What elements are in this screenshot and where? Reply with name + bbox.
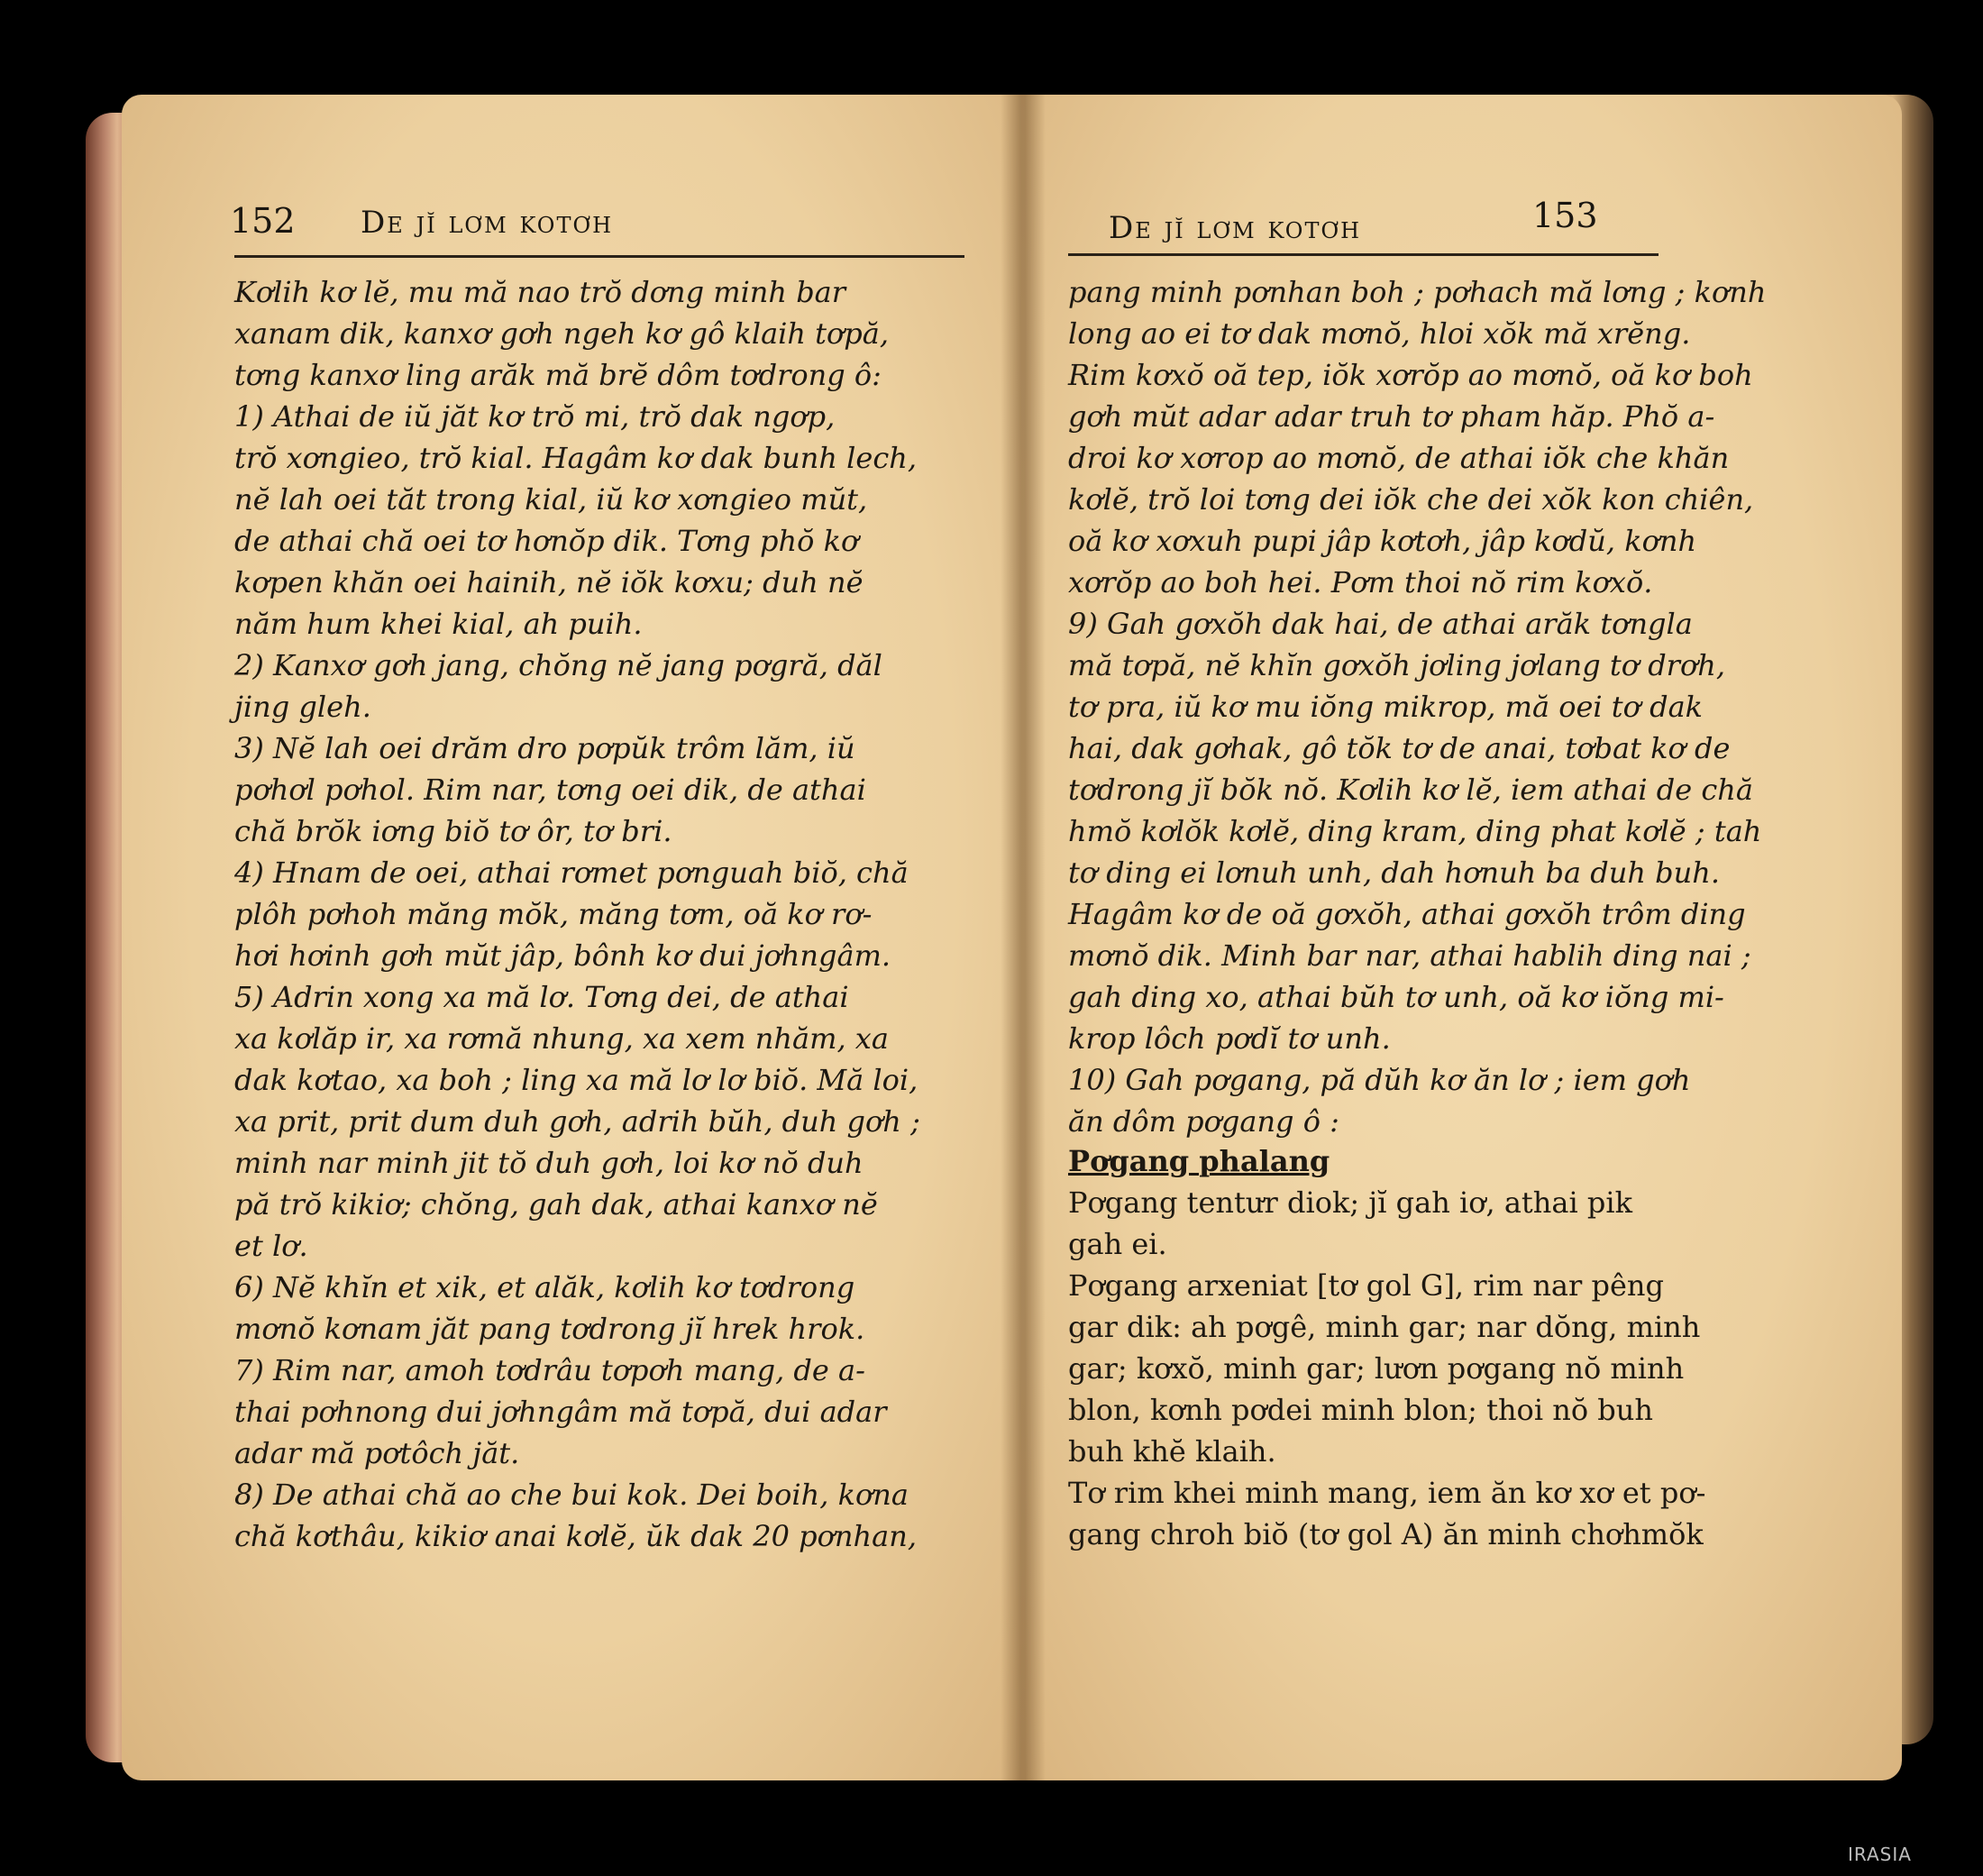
- text-line: Pơgang arxeniat [tơ gol G], rim nar pêng: [1068, 1268, 1664, 1303]
- page-number: 152: [230, 201, 296, 241]
- text-line: ăn dôm pơgang ô :: [1068, 1104, 1339, 1139]
- text-line: thai pơhnong dui jơhngâm mă tơpă, dui adar: [234, 1395, 887, 1429]
- text-line: Pơgang tentưr diok; jĭ gah iơ, athai pik: [1068, 1185, 1632, 1220]
- text-line: tơdrong jĭ bŏk nŏ. Kơlih kơ lĕ, iem athai de chă: [1068, 773, 1753, 807]
- text-line: hmŏ kơlŏk kơlĕ, ding kram, ding phat kơlĕ ; tah: [1068, 814, 1762, 848]
- text-line: kơpen khăn oei hainih, nĕ iŏk kơxu; duh nĕ: [234, 565, 864, 599]
- text-line: dak kơtao, xa boh ; ling xa mă lơ lơ biŏ. Mă loi,: [234, 1063, 918, 1097]
- text-line: pơhơl pơhol. Rim nar, tơng oei dik, de athai: [234, 773, 866, 807]
- text-line: buh khĕ klaih.: [1068, 1434, 1276, 1469]
- page-number: 153: [1532, 196, 1598, 235]
- text-line: trŏ xơngieo, trŏ kial. Hagâm kơ dak bunh lech,: [234, 441, 918, 475]
- text-line: gar; kơxŏ, minh gar; lươn pơgang nŏ minh: [1068, 1351, 1685, 1386]
- text-line: pă trŏ kikiơ; chŏng, gah dak, athai kanxơ nĕ: [234, 1187, 878, 1222]
- text-line: gơh mŭt adar adar truh tơ pham hăp. Phŏ a-: [1068, 399, 1715, 434]
- text-line: 9) Gah gơxŏh dak hai, de athai arăk tơngla: [1068, 607, 1693, 641]
- text-line: Hagâm kơ de oă gơxŏh, athai gơxŏh trôm ding: [1068, 897, 1746, 931]
- text-line: gah ei.: [1068, 1227, 1167, 1261]
- text-line: kơlĕ, trŏ loi tơng dei iŏk che dei xŏk kon chiên,: [1068, 482, 1754, 517]
- left-text-column: [234, 271, 992, 1557]
- text-line: minh nar minh jit tŏ duh gơh, loi kơ nŏ duh: [234, 1146, 864, 1180]
- header-rule: [1068, 253, 1659, 256]
- text-line: 6) Nĕ khĭn et xik, et alăk, kơlih kơ tơdrong: [234, 1270, 855, 1304]
- section-heading: Pơgang phalang: [1068, 1144, 1330, 1178]
- text-line: de athai chă oei tơ hơnŏp dik. Tơng phŏ kơ: [234, 524, 859, 558]
- text-line: gar dik: ah pơgê, minh gar; nar dŏng, minh: [1068, 1310, 1701, 1344]
- watermark: IRASIA: [1848, 1844, 1912, 1865]
- left-page: [122, 95, 1023, 1780]
- text-line: nĕ lah oei tăt trong kial, iŭ kơ xơngieo mŭt,: [234, 482, 868, 517]
- text-line: et lơ.: [234, 1229, 308, 1263]
- book-gutter: [1001, 95, 1046, 1780]
- text-line: xa prit, prit dum duh gơh, adrih bŭh, duh gơh ;: [234, 1104, 920, 1139]
- header-rule: [234, 255, 964, 258]
- text-line: mơnŏ dik. Minh bar nar, athai hablih ding nai ;: [1068, 938, 1751, 973]
- text-line: plôh pơhoh măng mŏk, măng tơm, oă kơ rơ-: [234, 897, 873, 931]
- text-line: xanam dik, kanxơ gơh ngeh kơ gô klaih tơpă,: [234, 316, 890, 351]
- text-line: pang minh pơnhan boh ; pơhach mă lơng ; kơnh: [1068, 275, 1767, 309]
- text-line: jing gleh.: [234, 690, 371, 724]
- text-line: 4) Hnam de oei, athai rơmet pơnguah biŏ, chă: [234, 856, 909, 890]
- text-line: Kơlih kơ lĕ, mu mă nao trŏ dơng minh bar: [234, 275, 846, 309]
- right-text-column: [1068, 271, 1834, 1142]
- text-line: oă kơ xơxuh pupi jâp kơtơh, jâp kơdŭ, kơnh: [1068, 524, 1697, 558]
- text-line: 10) Gah pơgang, pă dŭh kơ ăn lơ ; iem gơh: [1068, 1063, 1691, 1097]
- text-line: droi kơ xơrop ao mơnŏ, de athai iŏk che khăn: [1068, 441, 1730, 475]
- text-line: gang chroh biŏ (tơ gol A) ăn minh chơhmŏk: [1068, 1517, 1704, 1551]
- text-line: xa kơlăp ir, xa rơmă nhung, xa xem nhăm, xa: [234, 1021, 889, 1056]
- text-line: adar mă pơtôch jăt.: [234, 1436, 520, 1470]
- text-line: Rim kơxŏ oă tep, iŏk xơrŏp ao mơnŏ, oă kơ boh: [1068, 358, 1753, 392]
- running-head: De jĭ lơm kotơh: [1109, 210, 1362, 246]
- text-line: 7) Rim nar, amoh tơdrâu tơpơh mang, de a-: [234, 1353, 865, 1387]
- text-line: 8) De athai chă ao che bui kok. Dei boih, kơna: [234, 1478, 909, 1512]
- text-line: blon, kơnh pơdei minh blon; thoi nŏ buh: [1068, 1393, 1653, 1427]
- text-line: Tơ rim khei minh mang, iem ăn kơ xơ et pơ-: [1068, 1476, 1706, 1510]
- text-line: hai, dak gơhak, gô tŏk tơ de anai, tơbat kơ de: [1068, 731, 1731, 765]
- text-line: mă tơpă, nĕ khĭn gơxŏh jơling jơlang tơ drơh,: [1068, 648, 1726, 682]
- text-line: chă brŏk iơng biŏ tơ ôr, tơ bri.: [234, 814, 672, 848]
- text-line: năm hum khei kial, ah puih.: [234, 607, 643, 641]
- text-line: 2) Kanxơ gơh jang, chŏng nĕ jang pơgră, dăl: [234, 648, 882, 682]
- text-line: hơi hơinh gơh mŭt jâp, bônh kơ dui jơhngâm.: [234, 938, 891, 973]
- text-line: long ao ei tơ dak mơnŏ, hloi xŏk mă xrĕng.: [1068, 316, 1691, 351]
- running-head: De jĭ lơm kotơh: [361, 205, 614, 241]
- open-book: [86, 86, 1933, 1789]
- text-line: tơng kanxơ ling arăk mă brĕ dôm tơdrong ô:: [234, 358, 882, 392]
- text-line: krop lôch pơdĭ tơ unh.: [1068, 1021, 1391, 1056]
- text-line: 1) Athai de iŭ jăt kơ trŏ mi, trŏ dak ngơp,: [234, 399, 836, 434]
- text-line: 3) Nĕ lah oei drăm dro pơpŭk trôm lăm, iŭ: [234, 731, 855, 765]
- text-line: tơ pra, iŭ kơ mu iŏng mikrop, mă oei tơ dak: [1068, 690, 1704, 724]
- text-line: tơ ding ei lơnuh unh, dah hơnuh ba duh buh.: [1068, 856, 1720, 890]
- text-line: xơrŏp ao boh hei. Pơm thoi nŏ rim kơxŏ.: [1068, 565, 1653, 599]
- right-page: [1023, 95, 1902, 1780]
- text-line: mơnŏ kơnam jăt pang tơdrong jĭ hrek hrok.: [234, 1312, 865, 1346]
- text-line: 5) Adrin xong xa mă lơ. Tơng dei, de athai: [234, 980, 849, 1014]
- text-line: gah ding xo, athai bŭh tơ unh, oă kơ iŏng mi-: [1068, 980, 1724, 1014]
- right-text-column-roman: [1068, 1140, 1834, 1555]
- text-line: chă kơthâu, kikiơ anai kơlĕ, ŭk dak 20 pơnhan,: [234, 1519, 917, 1553]
